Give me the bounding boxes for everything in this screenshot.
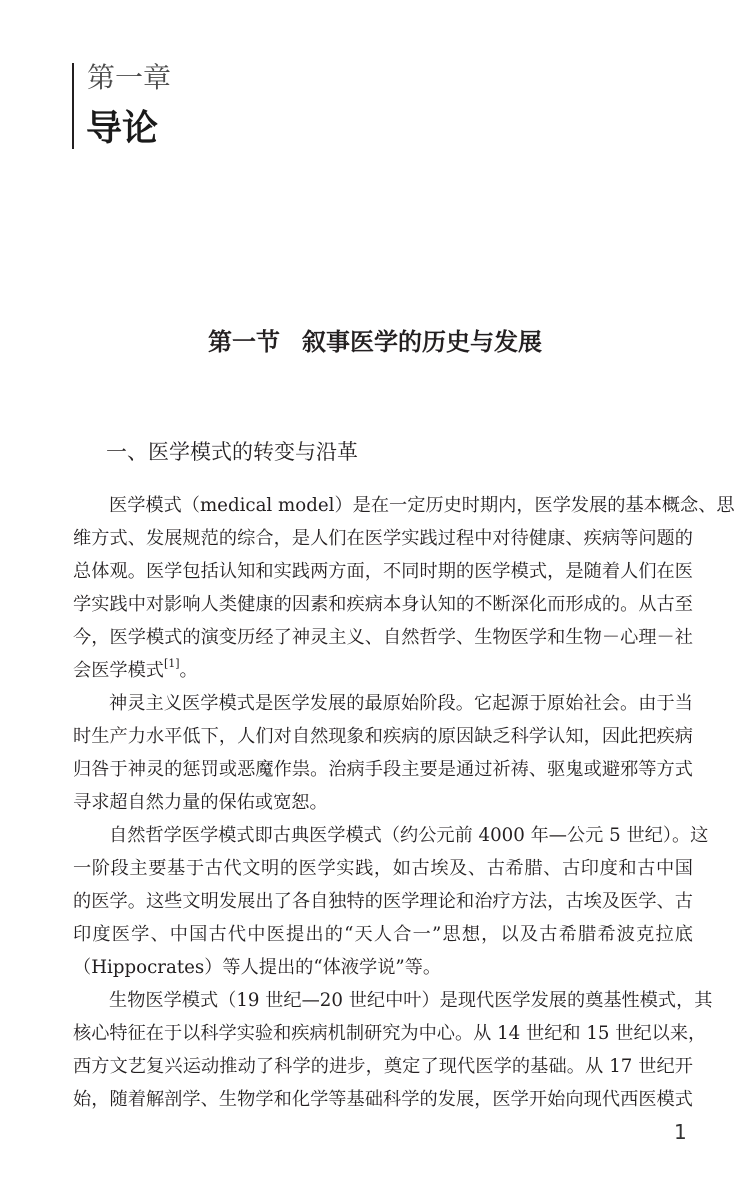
chapter-title: 导论	[86, 108, 159, 149]
line-text: 时生产力水平低下，人们对自然现象和疾病的原因缺乏科学认知，因此把疾病	[73, 726, 693, 747]
paragraph-line	[73, 1083, 693, 1116]
paragraph	[73, 819, 709, 984]
citation-ref[interactable]: [1]	[163, 657, 180, 670]
line-text: 今，医学模式的演变历经了神灵主义、自然哲学、生物医学和生物－心理－社	[73, 627, 693, 648]
paragraph-line	[73, 951, 693, 984]
line-text: 医学模式（medical model）是在一定历史时期内，医学发展的基本概念、思	[109, 495, 735, 516]
paragraph-line	[73, 819, 709, 852]
paragraph-line	[73, 852, 693, 885]
section-heading	[0, 325, 750, 359]
paragraph-line	[73, 1050, 693, 1083]
line-text: 核心特征在于以科学实验和疾病机制研究为中心。从 14 世纪和 15 世纪以来，	[73, 1023, 707, 1044]
line-text: 神灵主义医学模式是医学发展的最原始阶段。它起源于原始社会。由于当	[109, 693, 693, 714]
line-text: 一阶段主要基于古代文明的医学实践，如古埃及、古希腊、古印度和古中国	[73, 858, 693, 879]
line-text: 寻求超自然力量的保佑或宽恕。	[73, 792, 328, 813]
paragraph-line	[73, 753, 693, 786]
line-text: 的医学。这些文明发展出了各自独特的医学理论和治疗方法，古埃及医学、古	[73, 891, 693, 912]
paragraph-line	[73, 687, 693, 720]
chapter-divider-bar	[72, 63, 74, 149]
body-text	[73, 489, 735, 1116]
paragraph-line	[73, 621, 693, 654]
paragraph-line	[73, 720, 693, 753]
section-number: 第一节	[208, 327, 280, 356]
paragraph-line	[73, 555, 693, 588]
line-text: 总体观。医学包括认知和实践两方面，不同时期的医学模式，是随着人们在医	[73, 561, 693, 582]
line-text: 会医学模式	[73, 660, 164, 681]
line-text: （Hippocrates）等人提出的“体液学说”等。	[73, 957, 442, 978]
paragraph-line	[73, 786, 693, 819]
paragraph	[73, 687, 693, 819]
paragraph	[73, 984, 713, 1116]
paragraph-line	[73, 885, 693, 918]
paragraph-line	[73, 588, 693, 621]
paragraph-line	[73, 984, 713, 1017]
line-text: 始，随着解剖学、生物学和化学等基础科学的发展，医学开始向现代西医模式	[73, 1089, 693, 1110]
line-text: 自然哲学医学模式即古典医学模式（约公元前 4000 年—公元 5 世纪）。这	[109, 825, 709, 846]
section-title: 叙事医学的历史与发展	[302, 327, 542, 356]
paragraph-line	[73, 522, 693, 555]
line-text: 印度医学、中国古代中医提出的“天人合一”思想，以及古希腊希波克拉底	[73, 924, 693, 945]
paragraph-line	[73, 1017, 707, 1050]
paragraph-line	[73, 918, 693, 951]
page-number: 1	[674, 1120, 687, 1144]
chapter-number: 第一章	[87, 61, 172, 94]
subheading: 一、医学模式的转变与沿革	[106, 440, 358, 464]
line-text: 维方式、发展规范的综合，是人们在医学实践过程中对待健康、疾病等问题的	[73, 528, 693, 549]
line-tail: 。	[179, 660, 198, 681]
paragraph-line	[73, 489, 735, 522]
line-text: 西方文艺复兴运动推动了科学的进步，奠定了现代医学的基础。从 17 世纪开	[73, 1056, 693, 1077]
paragraph	[73, 489, 735, 687]
line-text: 归咎于神灵的惩罚或恶魔作祟。治病手段主要是通过祈祷、驱鬼或避邪等方式	[73, 759, 693, 780]
line-text: 学实践中对影响人类健康的因素和疾病本身认知的不断深化而形成的。从古至	[73, 594, 693, 615]
paragraph-line	[73, 654, 693, 687]
line-text: 生物医学模式（19 世纪—20 世纪中叶）是现代医学发展的奠基性模式，其	[109, 990, 713, 1011]
